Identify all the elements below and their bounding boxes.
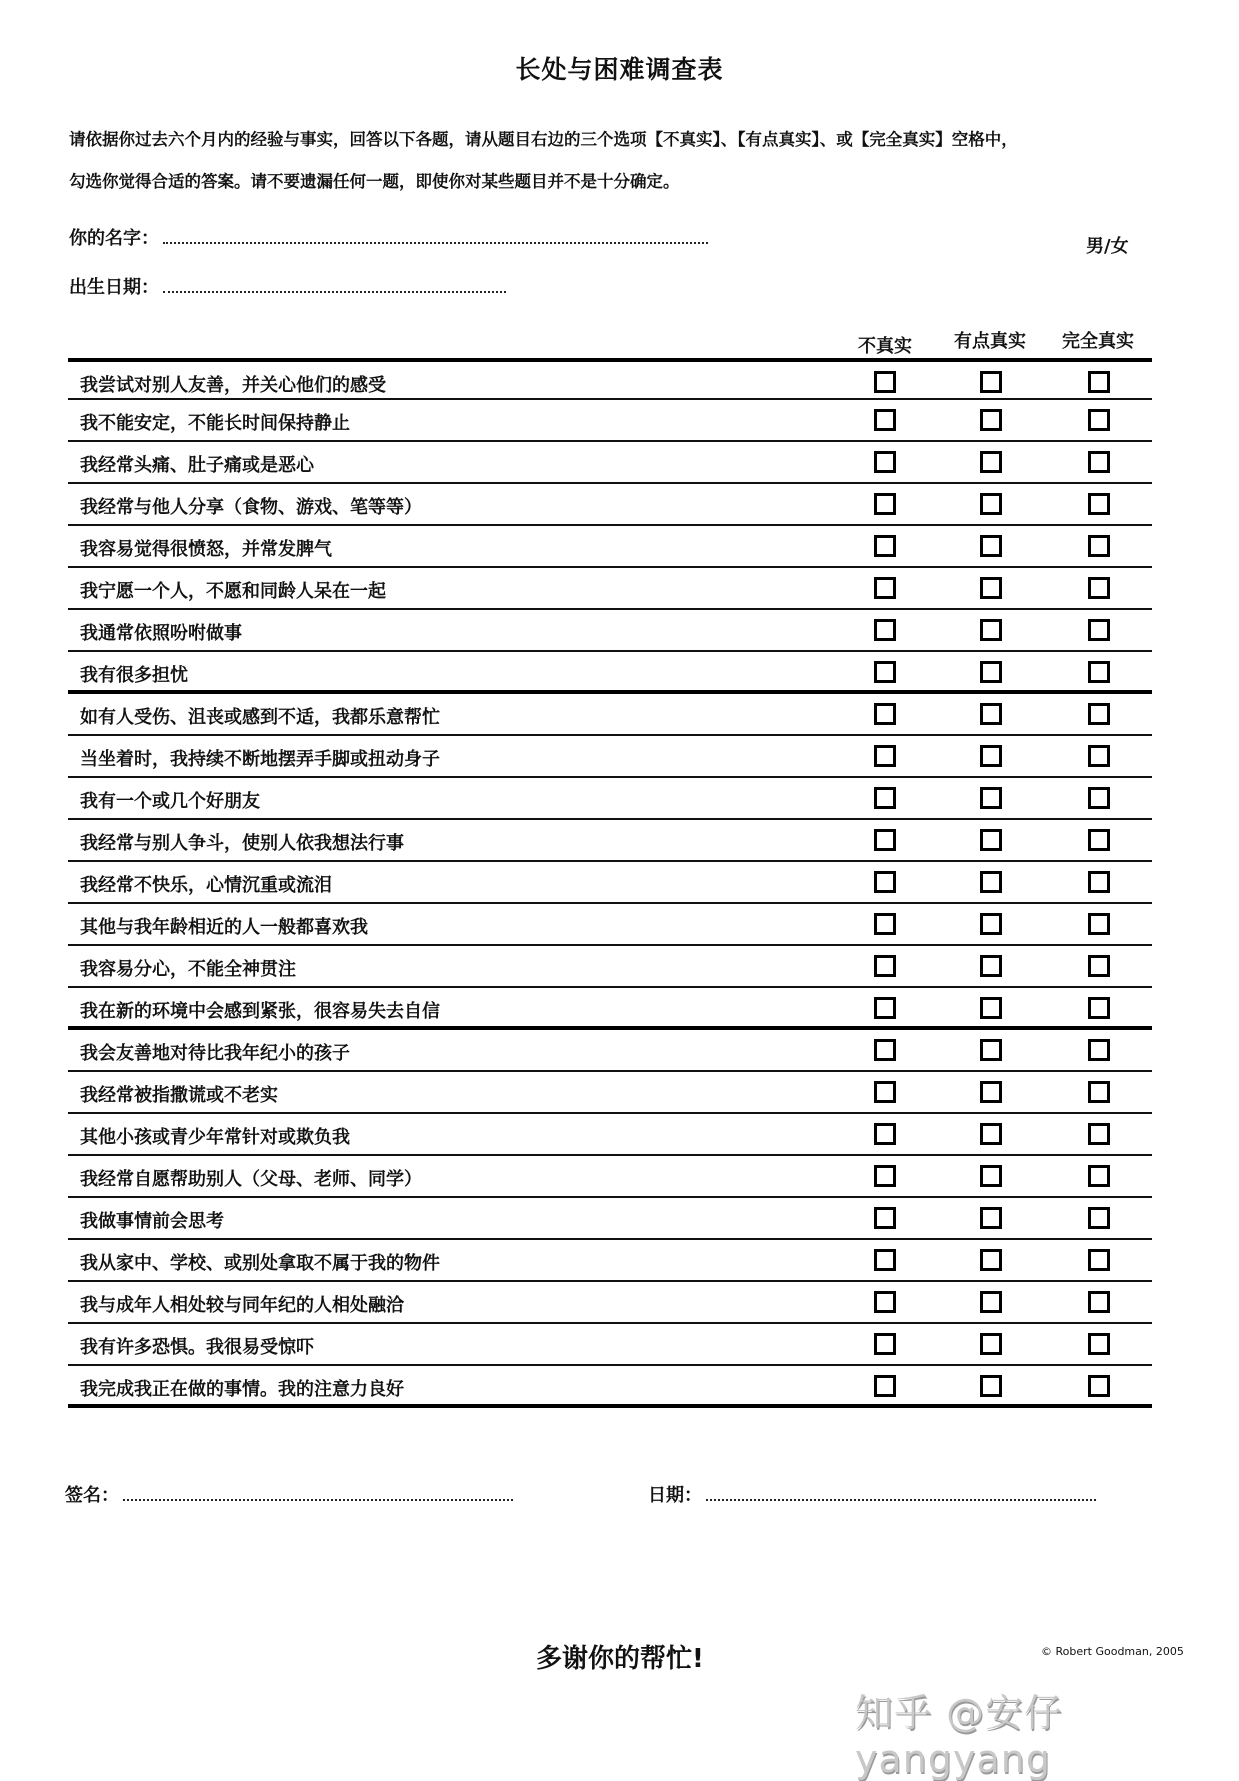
table-row — [68, 1198, 1152, 1240]
name-label: 你的名字： — [69, 228, 159, 249]
checkbox-somewhat-true[interactable] — [980, 1333, 1002, 1355]
checkbox-certainly-true[interactable] — [1088, 1165, 1110, 1187]
table-row — [68, 1240, 1152, 1282]
column-header-certainly-true: 完全真实 — [1062, 331, 1134, 352]
page-title: 长处与困难调查表 — [515, 55, 724, 84]
item-label: 我经常与别人争斗，使别人依我想法行事 — [80, 833, 404, 854]
checkbox-somewhat-true[interactable] — [980, 745, 1002, 767]
checkbox-somewhat-true[interactable] — [980, 493, 1002, 515]
item-label: 我有许多恐惧。我很易受惊吓 — [80, 1337, 314, 1358]
table-row — [68, 778, 1152, 820]
thanks-message: 多谢你的帮忙! — [536, 1644, 704, 1674]
checkbox-not-true[interactable] — [874, 1123, 896, 1145]
checkbox-not-true[interactable] — [874, 871, 896, 893]
checkbox-not-true[interactable] — [874, 997, 896, 1019]
checkbox-certainly-true[interactable] — [1088, 1375, 1110, 1397]
checkbox-certainly-true[interactable] — [1088, 1249, 1110, 1271]
table-row — [68, 1072, 1152, 1114]
signature-field[interactable] — [65, 1481, 513, 1507]
checkbox-certainly-true[interactable] — [1088, 493, 1110, 515]
checkbox-somewhat-true[interactable] — [980, 1123, 1002, 1145]
item-label: 我做事情前会思考 — [80, 1211, 224, 1232]
checkbox-not-true[interactable] — [874, 409, 896, 431]
copyright: © Robert Goodman, 2005 — [1041, 1645, 1184, 1658]
item-label: 我不能安定，不能长时间保持静止 — [80, 413, 350, 434]
checkbox-somewhat-true[interactable] — [980, 1207, 1002, 1229]
item-label: 我完成我正在做的事情。我的注意力良好 — [80, 1379, 404, 1400]
checkbox-certainly-true[interactable] — [1088, 1081, 1110, 1103]
checkbox-certainly-true[interactable] — [1088, 745, 1110, 767]
checkbox-certainly-true[interactable] — [1088, 871, 1110, 893]
checkbox-somewhat-true[interactable] — [980, 577, 1002, 599]
item-label: 我容易分心，不能全神贯注 — [80, 959, 296, 980]
item-label: 我有一个或几个好朋友 — [80, 791, 260, 812]
checkbox-certainly-true[interactable] — [1088, 371, 1110, 393]
item-label: 我经常不快乐，心情沉重或流泪 — [80, 875, 332, 896]
item-label: 我容易觉得很愤怒，并常发脾气 — [80, 539, 332, 560]
dob-label: 出生日期： — [69, 277, 159, 298]
item-label: 其他小孩或青少年常针对或欺负我 — [80, 1127, 350, 1148]
checkbox-certainly-true[interactable] — [1088, 787, 1110, 809]
checkbox-not-true[interactable] — [874, 829, 896, 851]
item-label: 当坐着时，我持续不断地摆弄手脚或扭动身子 — [80, 749, 440, 770]
table-row — [68, 484, 1152, 526]
checkbox-somewhat-true[interactable] — [980, 535, 1002, 557]
table-row — [68, 862, 1152, 904]
item-label: 我从家中、学校、或别处拿取不属于我的物件 — [80, 1253, 440, 1274]
name-field[interactable] — [69, 224, 708, 250]
dob-field[interactable] — [69, 273, 506, 299]
checkbox-certainly-true[interactable] — [1088, 913, 1110, 935]
checkbox-certainly-true[interactable] — [1088, 703, 1110, 725]
checkbox-certainly-true[interactable] — [1088, 535, 1110, 557]
checkbox-not-true[interactable] — [874, 955, 896, 977]
instructions-line-2: 勾选你觉得合适的答案。请不要遗漏任何一题，即使你对某些题目并不是十分确定。 — [69, 172, 680, 191]
table-row — [68, 1156, 1152, 1198]
checkbox-somewhat-true[interactable] — [980, 661, 1002, 683]
table-row — [68, 988, 1152, 1030]
signature-blank[interactable] — [123, 1485, 513, 1501]
checkbox-certainly-true[interactable] — [1088, 1039, 1110, 1061]
table-row — [68, 610, 1152, 652]
checkbox-certainly-true[interactable] — [1088, 661, 1110, 683]
name-blank[interactable] — [163, 228, 708, 244]
checkbox-certainly-true[interactable] — [1088, 997, 1110, 1019]
checkbox-not-true[interactable] — [874, 1207, 896, 1229]
item-label: 其他与我年龄相近的人一般都喜欢我 — [80, 917, 368, 938]
item-label: 我经常头痛、肚子痛或是恶心 — [80, 455, 314, 476]
checkbox-certainly-true[interactable] — [1088, 1291, 1110, 1313]
checkbox-somewhat-true[interactable] — [980, 451, 1002, 473]
date-label: 日期： — [648, 1485, 702, 1506]
column-header-not-true: 不真实 — [858, 336, 912, 357]
item-label: 我有很多担忧 — [80, 665, 188, 686]
checkbox-certainly-true[interactable] — [1088, 577, 1110, 599]
checkbox-somewhat-true[interactable] — [980, 619, 1002, 641]
checkbox-not-true[interactable] — [874, 1165, 896, 1187]
column-header-somewhat-true: 有点真实 — [954, 331, 1026, 352]
checkbox-not-true[interactable] — [874, 371, 896, 393]
checkbox-not-true[interactable] — [874, 451, 896, 473]
checkbox-somewhat-true[interactable] — [980, 371, 1002, 393]
item-label: 我经常与他人分享（食物、游戏、笔等等） — [80, 497, 422, 518]
checkbox-somewhat-true[interactable] — [980, 829, 1002, 851]
checkbox-not-true[interactable] — [874, 493, 896, 515]
table-row — [68, 358, 1152, 400]
table-row — [68, 526, 1152, 568]
checkbox-not-true[interactable] — [874, 1333, 896, 1355]
dob-blank[interactable] — [163, 277, 506, 293]
checkbox-somewhat-true[interactable] — [980, 1165, 1002, 1187]
table-row — [68, 904, 1152, 946]
checkbox-certainly-true[interactable] — [1088, 1333, 1110, 1355]
gender-label[interactable]: 男/女 — [1086, 236, 1129, 257]
checkbox-certainly-true[interactable] — [1088, 619, 1110, 641]
checkbox-certainly-true[interactable] — [1088, 1207, 1110, 1229]
checkbox-not-true[interactable] — [874, 1375, 896, 1397]
item-label: 如有人受伤、沮丧或感到不适，我都乐意帮忙 — [80, 707, 440, 728]
checkbox-somewhat-true[interactable] — [980, 955, 1002, 977]
table-row — [68, 736, 1152, 778]
item-label: 我与成年人相处较与同年纪的人相处融洽 — [80, 1295, 404, 1316]
table-row — [68, 1282, 1152, 1324]
table-row — [68, 694, 1152, 736]
table-row — [68, 568, 1152, 610]
checkbox-not-true[interactable] — [874, 577, 896, 599]
checkbox-certainly-true[interactable] — [1088, 955, 1110, 977]
item-label: 我会友善地对待比我年纪小的孩子 — [80, 1043, 350, 1064]
table-row — [68, 1114, 1152, 1156]
checkbox-not-true[interactable] — [874, 745, 896, 767]
checkbox-not-true[interactable] — [874, 1291, 896, 1313]
table-row — [68, 400, 1152, 442]
checkbox-somewhat-true[interactable] — [980, 1039, 1002, 1061]
checkbox-not-true[interactable] — [874, 787, 896, 809]
checkbox-somewhat-true[interactable] — [980, 1375, 1002, 1397]
checkbox-not-true[interactable] — [874, 535, 896, 557]
checkbox-not-true[interactable] — [874, 619, 896, 641]
checkbox-not-true[interactable] — [874, 1039, 896, 1061]
checkbox-somewhat-true[interactable] — [980, 997, 1002, 1019]
checkbox-certainly-true[interactable] — [1088, 409, 1110, 431]
checkbox-somewhat-true[interactable] — [980, 913, 1002, 935]
checkbox-somewhat-true[interactable] — [980, 1249, 1002, 1271]
table-row — [68, 1030, 1152, 1072]
checkbox-not-true[interactable] — [874, 913, 896, 935]
checkbox-somewhat-true[interactable] — [980, 409, 1002, 431]
table-row — [68, 442, 1152, 484]
item-label: 我经常自愿帮助别人（父母、老师、同学） — [80, 1169, 422, 1190]
checkbox-not-true[interactable] — [874, 703, 896, 725]
instructions-line-1: 请依据你过去六个月内的经验与事实，回答以下各题，请从题目右边的三个选项【不真实】、【有点真实】、或【完全真实】空格中， — [69, 130, 1018, 149]
date-field[interactable] — [648, 1481, 1096, 1507]
checkbox-not-true[interactable] — [874, 661, 896, 683]
checkbox-somewhat-true[interactable] — [980, 787, 1002, 809]
table-row — [68, 820, 1152, 862]
checkbox-somewhat-true[interactable] — [980, 1081, 1002, 1103]
item-label: 我在新的环境中会感到紧张，很容易失去自信 — [80, 1001, 440, 1022]
date-blank[interactable] — [706, 1485, 1096, 1501]
questionnaire-table — [68, 358, 1152, 1408]
checkbox-certainly-true[interactable] — [1088, 451, 1110, 473]
item-label: 我通常依照吩咐做事 — [80, 623, 242, 644]
checkbox-somewhat-true[interactable] — [980, 871, 1002, 893]
signature-label: 签名： — [65, 1485, 119, 1506]
table-row — [68, 652, 1152, 694]
checkbox-certainly-true[interactable] — [1088, 829, 1110, 851]
watermark: 知乎 @安仔yangyang — [855, 1691, 1064, 1781]
checkbox-somewhat-true[interactable] — [980, 703, 1002, 725]
checkbox-somewhat-true[interactable] — [980, 1291, 1002, 1313]
checkbox-certainly-true[interactable] — [1088, 1123, 1110, 1145]
table-row — [68, 1366, 1152, 1408]
checkbox-not-true[interactable] — [874, 1081, 896, 1103]
table-row — [68, 946, 1152, 988]
checkbox-not-true[interactable] — [874, 1249, 896, 1271]
item-label: 我经常被指撒谎或不老实 — [80, 1085, 278, 1106]
table-row — [68, 1324, 1152, 1366]
item-label: 我尝试对别人友善，并关心他们的感受 — [80, 375, 386, 396]
item-label: 我宁愿一个人，不愿和同龄人呆在一起 — [80, 581, 386, 602]
